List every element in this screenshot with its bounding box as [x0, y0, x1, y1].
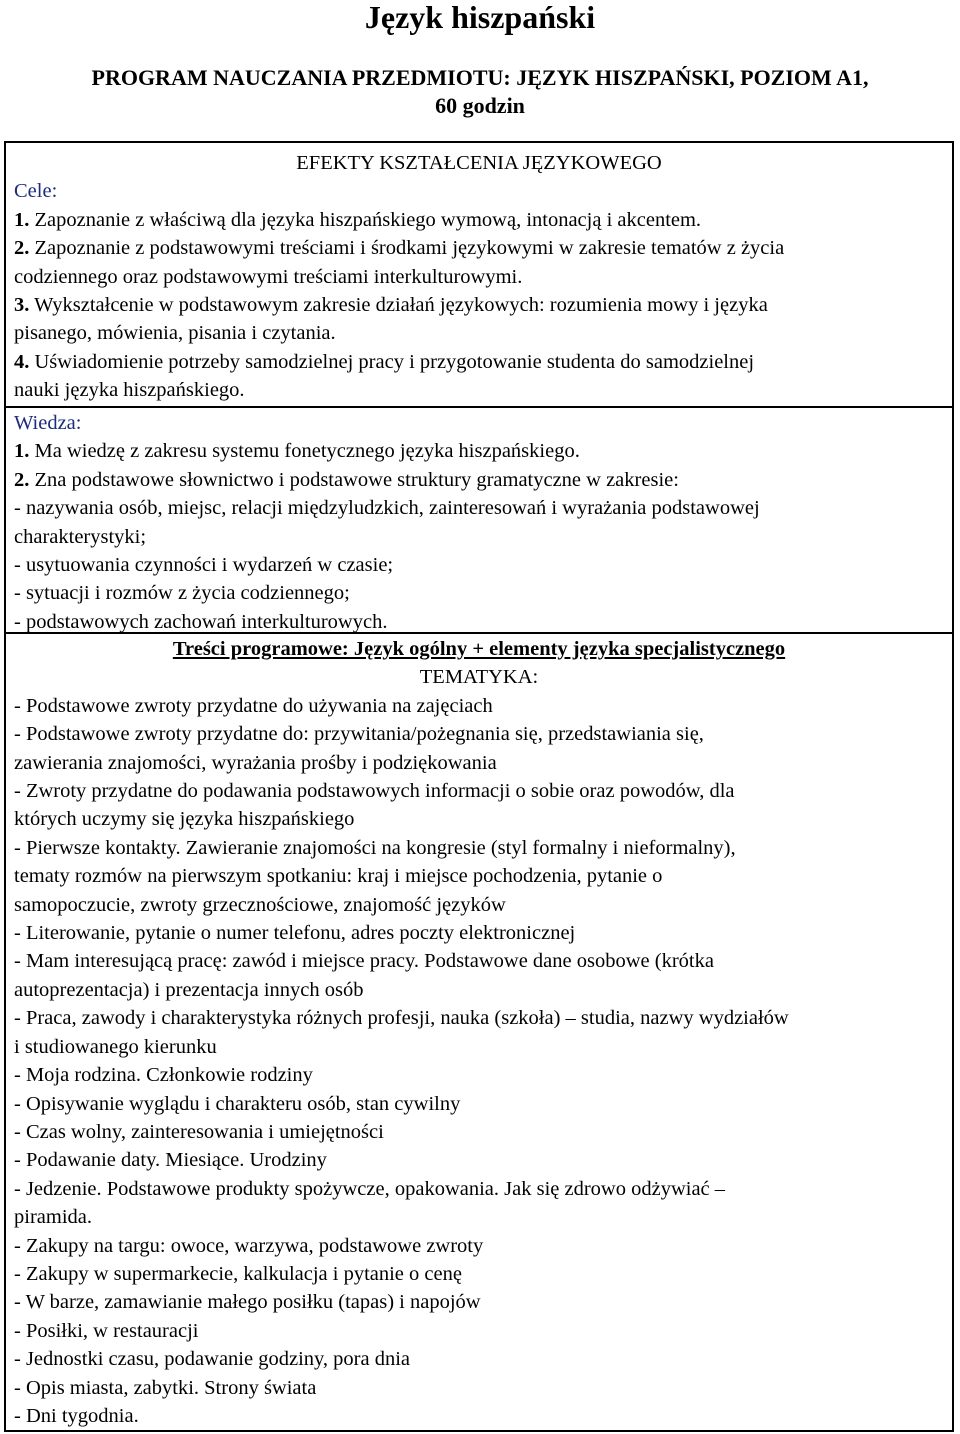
tematyka-line: - Opis miasta, zabytki. Strony świata [14, 1376, 317, 1399]
subtitle-line-2: 60 godzin [435, 93, 525, 118]
tematyka-line: - Zakupy na targu: owoce, warzywa, podstawowe zwroty [14, 1234, 484, 1257]
program-subtitle [40, 64, 920, 120]
cele-item-text: Zapoznanie z właściwą dla języka hiszpańskiego wymową, intonacją i akcentem. [34, 208, 702, 231]
tematyka-line: - Mam interesującą pracę: zawód i miejsce pracy. Podstawowe dane osobowe (krótka [14, 950, 714, 973]
efekty-section [4, 141, 954, 408]
cele-item-3 [14, 291, 952, 319]
wiedza-item-number: 1. [14, 440, 30, 463]
cele-item-text: Wykształcenie w podstawowym zakresie działań językowych: rozumienia mowy i języka [34, 294, 768, 317]
tematyka-line: tematy rozmów na pierwszym spotkaniu: kraj i miejsce pochodzenia, pytanie o [14, 865, 663, 888]
tresci-section [4, 632, 954, 1432]
wiedza-item-number: 2. [14, 468, 30, 491]
tematyka-line: - Pierwsze kontakty. Zawieranie znajomości na kongresie (styl formalny i nieformalny), [14, 836, 736, 859]
tematyka-line: - Podawanie daty. Miesiące. Urodziny [14, 1149, 327, 1172]
tematyka-line: zawierania znajomości, wyrażania prośby i podziękowania [14, 751, 497, 774]
subtitle-line-1: PROGRAM NAUCZANIA PRZEDMIOTU: JĘZYK HISZPAŃSKI, POZIOM A1, [91, 65, 869, 90]
cele-item-3-cont: pisanego, mówienia, pisania i czytania. [14, 322, 336, 345]
cele-item-4 [14, 348, 952, 376]
wiedza-item-1 [14, 437, 952, 465]
tematyka-line: - Jedzenie. Podstawowe produkty spożywcze, opakowania. Jak się zdrowo odżywiać – [14, 1177, 726, 1200]
cele-item-number: 1. [14, 208, 30, 231]
wiedza-bullet: charakterystyki; [14, 525, 147, 548]
tematyka-line: - Zakupy w supermarkecie, kalkulacja i pytanie o cenę [14, 1262, 462, 1285]
wiedza-item-text: Ma wiedzę z zakresu systemu fonetycznego języka hiszpańskiego. [34, 440, 580, 463]
tematyka-line: autoprezentacja) i prezentacja innych osób [14, 978, 364, 1001]
tematyka-line: - Posiłki, w restauracji [14, 1319, 199, 1342]
cele-item-text: Zapoznanie z podstawowymi treściami i środkami językowymi w zakresie tematów z życia [34, 237, 785, 260]
wiedza-bullet: - nazywania osób, miejsc, relacji międzyludzkich, zainteresowań i wyrażania podstawowej [14, 497, 760, 520]
tresci-heading: Treści programowe: Język ogólny + elementy języka specjalistycznego [172, 638, 786, 660]
tematyka-line: - Literowanie, pytanie o numer telefonu, adres poczty elektronicznej [14, 922, 576, 945]
tematyka-line: których uczymy się języka hiszpańskiego [14, 808, 355, 831]
page-title: Język hiszpański [364, 0, 596, 35]
cele-item-number: 3. [14, 294, 30, 317]
cele-item-2 [14, 234, 952, 262]
wiedza-item-text: Zna podstawowe słownictwo i podstawowe struktury gramatyczne w zakresie: [34, 468, 679, 491]
tematyka-line: - Zwroty przydatne do podawania podstawowych informacji o sobie oraz powodów, dla [14, 780, 735, 803]
tematyka-line: - Dni tygodnia. [14, 1404, 139, 1427]
cele-item-number: 2. [14, 237, 30, 260]
cele-item-2-cont: codziennego oraz podstawowymi treściami interkulturowymi. [14, 265, 523, 288]
wiedza-bullet: - sytuacji i rozmów z życia codziennego; [14, 582, 350, 605]
wiedza-section [4, 406, 954, 634]
wiedza-bullet: - podstawowych zachowań interkulturowych. [14, 610, 388, 633]
cele-item-text: Uświadomienie potrzeby samodzielnej pracy i przygotowanie studenta do samodzielnej [34, 350, 755, 373]
wiedza-label: Wiedza: [14, 412, 82, 434]
cele-label: Cele: [14, 180, 58, 203]
tematyka-line: - Praca, zawody i charakterystyka różnych profesji, nauka (szkoła) – studia, nazwy wydziałów [14, 1007, 789, 1030]
wiedza-item-2 [14, 466, 952, 494]
tematyka-line: samopoczucie, zwroty grzecznościowe, znajomość języków [14, 893, 506, 916]
tematyka-line: - Podstawowe zwroty przydatne do: przywitania/pożegnania się, przedstawiania się, [14, 723, 704, 746]
tematyka-heading: TEMATYKA: [419, 666, 539, 689]
efekty-heading: EFEKTY KSZTAŁCENIA JĘZYKOWEGO [296, 152, 662, 174]
cele-item-4-cont: nauki języka hiszpańskiego. [14, 379, 245, 402]
wiedza-bullet: - usytuowania czynności i wydarzeń w czasie; [14, 554, 394, 577]
cele-item-number: 4. [14, 350, 30, 373]
tematyka-line: - Czas wolny, zainteresowania i umiejętności [14, 1120, 384, 1143]
tematyka-line: - Podstawowe zwroty przydatne do używania na zajęciach [14, 694, 493, 717]
tematyka-line: - W barze, zamawianie małego posiłku (tapas) i napojów [14, 1291, 481, 1314]
tematyka-list [14, 692, 952, 1431]
tematyka-line: - Jednostki czasu, podawanie godziny, pora dnia [14, 1348, 411, 1371]
tematyka-line: - Opisywanie wyglądu i charakteru osób, stan cywilny [14, 1092, 461, 1115]
cele-item-1 [14, 206, 952, 234]
tematyka-line: i studiowanego kierunku [14, 1035, 217, 1058]
tematyka-line: piramida. [14, 1206, 92, 1229]
tematyka-line: - Moja rodzina. Członkowie rodziny [14, 1064, 313, 1087]
